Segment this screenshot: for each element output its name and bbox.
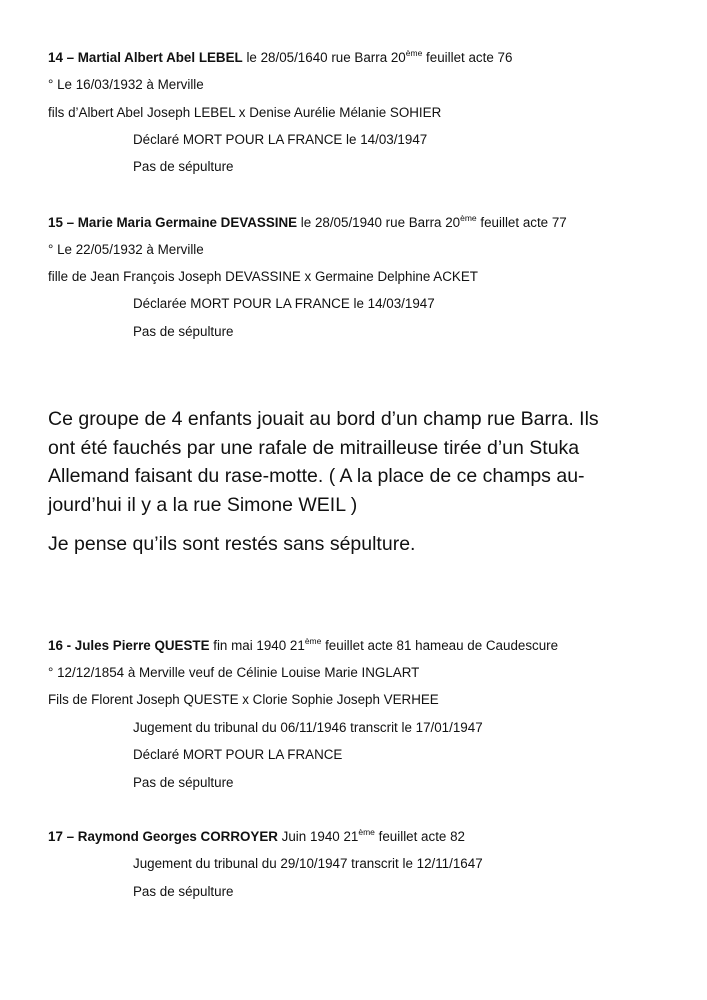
entry-17-death-post: feuillet acte 82: [374, 829, 465, 844]
entry-16-death-post: feuillet acte 81 hameau de Caudescure: [321, 638, 559, 653]
entry-17-death-pre: Juin 1940 21: [277, 829, 359, 844]
entry-15-declared: Déclarée MORT POUR LA FRANCE le 14/03/1947: [133, 296, 435, 311]
entry-14-death-pre: le 28/05/1640 rue Barra 20: [242, 50, 406, 65]
entry-15-death-pre: le 28/05/1940 rue Barra 20: [297, 215, 461, 230]
entry-16-birth: ° 12/12/1854 à Merville veuf de Célinie Louise Marie INGLART: [48, 665, 420, 680]
entry-17-judgement: Jugement du tribunal du 29/10/1947 transcrit le 12/11/1647: [133, 856, 483, 871]
entry-15-birth: ° Le 22/05/1932 à Merville: [48, 242, 204, 257]
entry-17-name: 17 – Raymond Georges CORROYER: [48, 829, 278, 844]
entry-14-sup: ème: [405, 48, 423, 58]
note-line-2: ont été fauchés par une rafale de mitrailleuse tirée d’un Stuka: [48, 437, 580, 459]
entry-16-name: 16 - Jules Pierre QUESTE: [48, 638, 210, 653]
entry-17-header: [48, 829, 465, 845]
note-line-4: jourd’hui il y a la rue Simone WEIL ): [48, 494, 358, 516]
entry-17-sup: ème: [358, 827, 375, 837]
entry-14-header: [48, 50, 512, 66]
entry-17-burial: Pas de sépulture: [133, 884, 234, 899]
entry-16-judgement: Jugement du tribunal du 06/11/1946 transcrit le 17/01/1947: [133, 720, 483, 735]
entry-16-declared: Déclaré MORT POUR LA FRANCE: [133, 747, 343, 762]
entry-16-death-pre: fin mai 1940 21: [209, 638, 305, 653]
entry-14-death-post: feuillet acte 76: [422, 50, 513, 65]
entry-15-parents: fille de Jean François Joseph DEVASSINE x Germaine Delphine ACKET: [48, 269, 478, 284]
entry-14-birth: ° Le 16/03/1932 à Merville: [48, 77, 204, 92]
note-line-5: Je pense qu’ils sont restés sans sépulture.: [48, 533, 416, 555]
note-line-3: Allemand faisant du rase-motte. ( A la place de ce champs au-: [48, 465, 585, 487]
entry-16-parents: Fils de Florent Joseph QUESTE x Clorie Sophie Joseph VERHEE: [48, 692, 439, 707]
entry-15-name: 15 – Marie Maria Germaine DEVASSINE: [48, 215, 298, 230]
entry-14-parents: fils d’Albert Abel Joseph LEBEL x Denise Aurélie Mélanie SOHIER: [48, 105, 442, 120]
entry-15-death-post: feuillet acte 77: [476, 215, 567, 230]
entry-15-sup: ème: [460, 213, 477, 223]
entry-15-header: [48, 215, 567, 231]
entry-14-burial: Pas de sépulture: [133, 159, 234, 174]
entry-16-sup: ème: [304, 636, 322, 646]
entry-15-burial: Pas de sépulture: [133, 324, 234, 339]
entry-14-name: 14 – Martial Albert Abel LEBEL: [48, 50, 243, 65]
note-line-1: Ce groupe de 4 enfants jouait au bord d’un champ rue Barra. Ils: [48, 408, 599, 430]
entry-16-header: [48, 638, 558, 654]
entry-14-declared: Déclaré MORT POUR LA FRANCE le 14/03/1947: [133, 132, 428, 147]
entry-16-burial: Pas de sépulture: [133, 775, 234, 790]
